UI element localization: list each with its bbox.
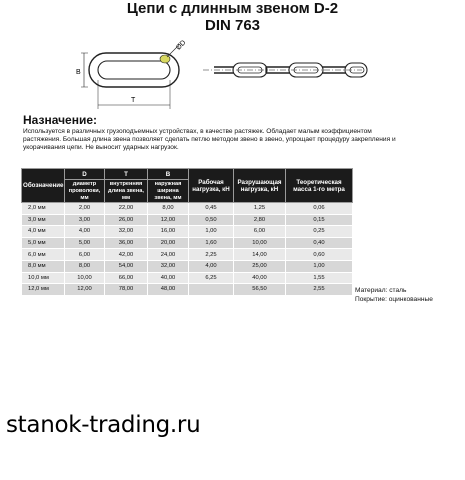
table-row: [22, 226, 353, 238]
table-cell: 40,00: [234, 272, 286, 284]
table-cell: 12,00: [148, 214, 189, 226]
table-cell: 0,06: [286, 203, 353, 215]
label-length: T: [131, 97, 136, 104]
table-cell: 4,00: [65, 226, 105, 238]
table-header-row: [22, 169, 353, 180]
table-cell: 66,00: [105, 272, 148, 284]
header-weight: Теоретическая масса 1-го метра: [286, 169, 353, 203]
header-link-length: внутренняя длина звена, мм: [105, 180, 148, 203]
table-cell: 2,80: [234, 214, 286, 226]
title-line-2: DIN 763: [204, 17, 261, 34]
table-cell: 20,00: [148, 237, 189, 249]
table-row: [22, 203, 353, 215]
table-cell: 10,00: [65, 272, 105, 284]
label-width: B: [76, 69, 81, 76]
purpose-description: [23, 128, 448, 153]
table-cell: 8,00: [65, 260, 105, 272]
table-cell: 6,0 мм: [22, 249, 65, 261]
table-cell: 2,55: [286, 284, 353, 296]
table-cell: 8,00: [148, 203, 189, 215]
table-cell: 0,40: [286, 237, 353, 249]
table-cell: 6,25: [189, 272, 234, 284]
table-cell: 5,0 мм: [22, 237, 65, 249]
table-cell: 3,0 мм: [22, 214, 65, 226]
purpose-line: укорачивания цепи. Не выносит ударных нагрузок.: [23, 144, 179, 152]
purpose-line: растяжения. Большая длина звена позволяет сделать петлю методом звено в звено, упрощает процедуру закрепления и: [23, 136, 396, 144]
table-cell: 36,00: [105, 237, 148, 249]
table-cell: [189, 284, 234, 296]
chain-links-diagram: [203, 63, 367, 77]
table-cell: 4,0 мм: [22, 226, 65, 238]
page-title: [0, 0, 465, 34]
table-cell: 2,0 мм: [22, 203, 65, 215]
table-cell: 22,00: [105, 203, 148, 215]
table-cell: 24,00: [148, 249, 189, 261]
table-cell: 10,00: [234, 237, 286, 249]
table-cell: 25,00: [234, 260, 286, 272]
table-cell: 6,00: [234, 226, 286, 238]
table-cell: 1,25: [234, 203, 286, 215]
table-row: [22, 272, 353, 284]
table-cell: 32,00: [105, 226, 148, 238]
table-cell: 1,00: [189, 226, 234, 238]
table-cell: 6,00: [65, 249, 105, 261]
table-cell: 0,15: [286, 214, 353, 226]
table-row: [22, 214, 353, 226]
table-cell: 12,00: [65, 284, 105, 296]
purpose-heading: Назначение:: [23, 113, 98, 127]
table-row: [22, 284, 353, 296]
table-cell: 40,00: [148, 272, 189, 284]
table-cell: 5,00: [65, 237, 105, 249]
table-cell: 42,00: [105, 249, 148, 261]
table-cell: 3,00: [65, 214, 105, 226]
table-cell: 78,00: [105, 284, 148, 296]
site-watermark: stanok-trading.ru: [6, 412, 201, 438]
label-diameter: ØD: [175, 39, 188, 52]
spec-table: [21, 168, 353, 296]
wire-section-marker: [160, 55, 170, 63]
table-cell: 12,0 мм: [22, 284, 65, 296]
title-line-1: Цепи с длинным звеном D-2: [126, 0, 339, 17]
header-breaking-load: Разрушающая нагрузка, кН: [234, 169, 286, 203]
header-link-width: наружная ширина звена, мм: [148, 180, 189, 203]
table-row: [22, 249, 353, 261]
table-cell: 2,25: [189, 249, 234, 261]
table-cell: 1,00: [286, 260, 353, 272]
table-cell: 1,55: [286, 272, 353, 284]
header-working-load: Рабочая нагрузка, кН: [189, 169, 234, 203]
table-cell: 2,00: [65, 203, 105, 215]
table-cell: 0,25: [286, 226, 353, 238]
header-symbol-b: B: [148, 169, 189, 180]
coating-note: Покрытие: оцинкованные: [355, 296, 433, 303]
table-cell: 0,50: [189, 214, 234, 226]
chain-drawing: [0, 34, 465, 112]
table-row: [22, 237, 353, 249]
table-cell: 10,0 мм: [22, 272, 65, 284]
table-row: [22, 260, 353, 272]
header-wire-diameter: диаметр проволоки, мм: [65, 180, 105, 203]
table-cell: 56,50: [234, 284, 286, 296]
purpose-line: Используется в различных грузоподъемных устройствах, в качестве растяжек. Обладает малым коэффициентом: [23, 128, 372, 135]
material-note: Материал: сталь: [355, 287, 407, 294]
table-cell: 16,00: [148, 226, 189, 238]
single-link-diagram: [76, 39, 187, 109]
material-notes: [355, 286, 433, 304]
table-cell: 54,00: [105, 260, 148, 272]
table-cell: 26,00: [105, 214, 148, 226]
table-cell: 0,60: [286, 249, 353, 261]
table-cell: 32,00: [148, 260, 189, 272]
table-cell: 8,0 мм: [22, 260, 65, 272]
header-symbol-d: D: [65, 169, 105, 180]
table-cell: 48,00: [148, 284, 189, 296]
header-designation: Обозначение: [22, 169, 65, 203]
table-cell: 14,00: [234, 249, 286, 261]
header-symbol-t: T: [105, 169, 148, 180]
table-cell: 1,60: [189, 237, 234, 249]
table-cell: 4,00: [189, 260, 234, 272]
table-cell: 0,45: [189, 203, 234, 215]
